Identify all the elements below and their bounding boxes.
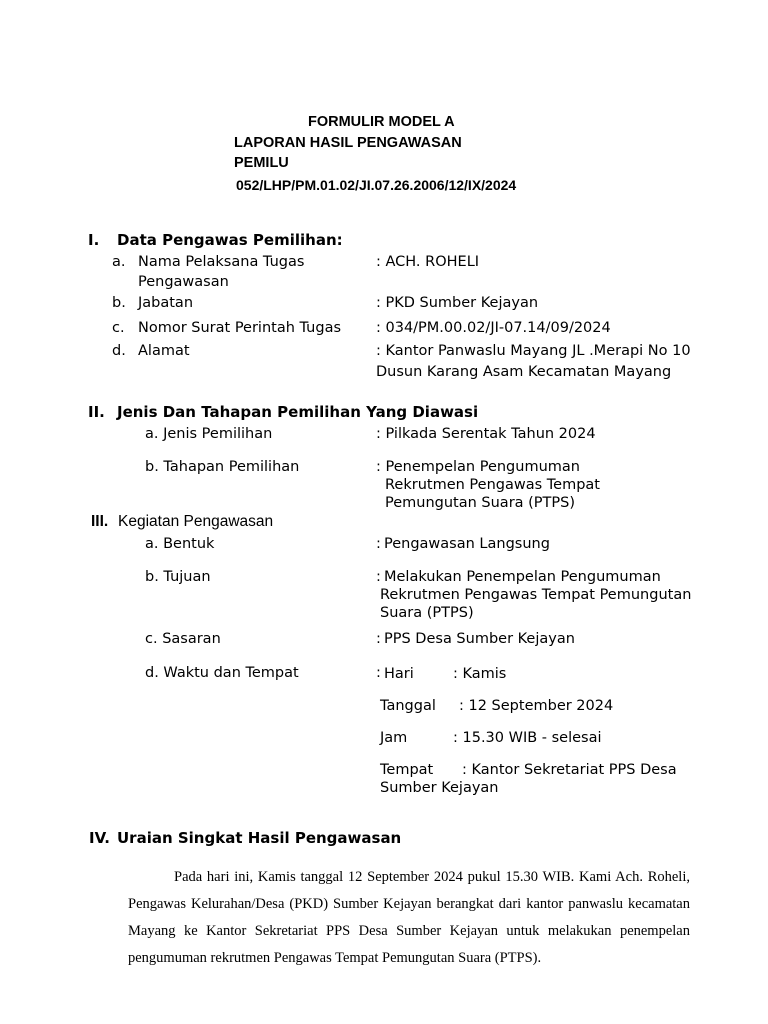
section1-item-d-letter: d. (112, 343, 126, 359)
section2-item-a-label: a. Jenis Pemilihan (145, 426, 273, 442)
report-subtitle: PEMILU (234, 155, 289, 171)
section3-item-c-label: c. Sasaran (145, 631, 221, 647)
section1-item-c-value: : 034/PM.00.02/JI-07.14/09/2024 (376, 320, 611, 336)
report-number: 052/LHP/PM.01.02/JI.07.26.2006/12/IX/2024 (236, 177, 517, 193)
section1-item-a-label-cont: Pengawasan (138, 274, 229, 290)
section3-item-b-value-cont1: Rekrutmen Pengawas Tempat Pemungutan (380, 587, 692, 603)
section1-item-a-value: : ACH. ROHELI (376, 254, 480, 270)
section2-item-b-label: b. Tahapan Pemilihan (145, 459, 300, 475)
section2-item-b-value-cont1: Rekrutmen Pengawas Tempat (385, 477, 600, 493)
tanggal-label: Tanggal (380, 698, 436, 714)
section3-item-a-value: Pengawasan Langsung (384, 536, 550, 552)
section3-item-a-colon: : (376, 536, 381, 552)
section1-number: I. (88, 231, 100, 249)
section1-item-d-label: Alamat (138, 343, 190, 359)
section2-item-b-value: : Penempelan Pengumuman (376, 459, 580, 475)
section1-item-c-letter: c. (112, 320, 125, 336)
section1-item-d-value: : Kantor Panwaslu Mayang JL .Merapi No 10 (376, 343, 691, 359)
section4-number: IV. (89, 829, 110, 847)
jam-label: Jam (380, 730, 408, 746)
section1-item-b-label: Jabatan (138, 295, 194, 311)
section4-heading: Uraian Singkat Hasil Pengawasan (117, 829, 402, 847)
section2-item-a-value: : Pilkada Serentak Tahun 2024 (376, 426, 596, 442)
tanggal-value: : 12 September 2024 (459, 698, 614, 714)
jam-value: : 15.30 WIB - selesai (453, 730, 602, 746)
section1-item-b-value: : PKD Sumber Kejayan (376, 295, 539, 311)
section1-heading: Data Pengawas Pemilihan: (117, 231, 343, 249)
section2-number: II. (88, 403, 105, 421)
hari-value: : Kamis (453, 666, 507, 682)
section2-heading: Jenis Dan Tahapan Pemilihan Yang Diawasi (117, 403, 479, 421)
section3-item-b-value-cont2: Suara (PTPS) (380, 605, 474, 621)
section3-item-d-label: d. Waktu dan Tempat (145, 665, 299, 681)
section3-item-c-colon: : (376, 631, 381, 647)
report-title: LAPORAN HASIL PENGAWASAN (234, 135, 462, 151)
section3-item-d-colon: : (376, 665, 381, 681)
section3-item-b-value: Melakukan Penempelan Pengumuman (384, 569, 661, 585)
section1-item-a-letter: a. (112, 254, 126, 270)
hari-label: Hari (384, 666, 414, 682)
paragraph-text: Pada hari ini, Kamis tanggal 12 September 2024 pukul 15.30 WIB. Kami Ach. Roheli, Pengawas Kelurahan/Desa (PKD) Sumber Kejayan berangkat dari kantor panwaslu kecamatan Mayang ke Kantor Sekretariat PPS Desa Sumber Kejayan untuk melakukan penempelan pengumuman rekrutmen Pengawas Tempat Pemungutan Suara (PTPS). (128, 869, 690, 966)
section3-number: III. (91, 513, 109, 530)
tempat-value-cont: Sumber Kejayan (380, 780, 499, 796)
section3-item-c-value: PPS Desa Sumber Kejayan (384, 631, 575, 647)
section3-item-b-colon: : (376, 569, 381, 585)
section3-item-b-label: b. Tujuan (145, 569, 211, 585)
section1-item-b-letter: b. (112, 295, 126, 311)
section3-item-a-label: a. Bentuk (145, 536, 215, 552)
section2-item-b-value-cont2: Pemungutan Suara (PTPS) (385, 495, 576, 511)
report-paragraph (128, 864, 690, 972)
tempat-label: Tempat (380, 762, 434, 778)
form-title: FORMULIR MODEL A (308, 114, 455, 130)
section3-heading: Kegiatan Pengawasan (118, 513, 274, 530)
tempat-value: : Kantor Sekretariat PPS Desa (462, 762, 677, 778)
section1-item-d-value-cont: Dusun Karang Asam Kecamatan Mayang (376, 364, 672, 380)
section1-item-c-label: Nomor Surat Perintah Tugas (138, 320, 342, 336)
section1-item-a-label: Nama Pelaksana Tugas (138, 254, 305, 270)
